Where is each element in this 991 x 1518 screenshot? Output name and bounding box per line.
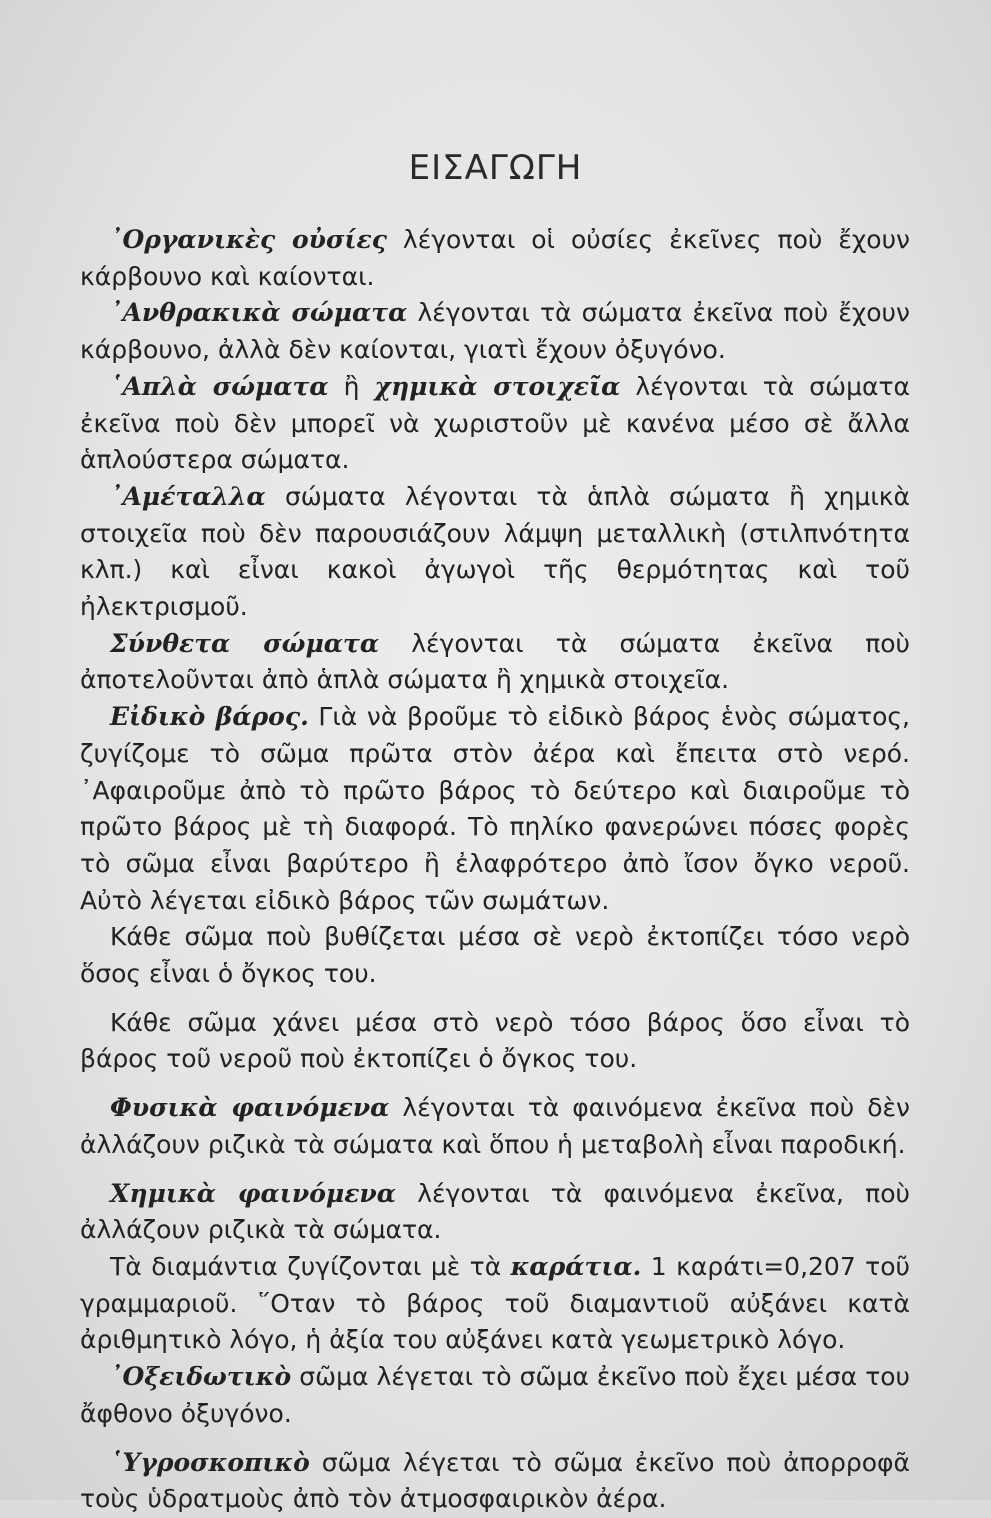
paragraph-text: 1 καράτι=0,207 τοῦ γραμμαριοῦ. ῞Οταν τὸ βάρος τοῦ διαμαντιοῦ αὐξάνει κατὰ ἀριθμητικὸ λόγο, ἡ ἀξία του αὐξάνει κατὰ γεωμετρικὸ λόγο. bbox=[80, 1251, 910, 1355]
term-simple-bodies: ῾Απλὰ σώματα bbox=[110, 371, 329, 401]
paragraph-compounds bbox=[80, 626, 910, 699]
term-chemical-elements: χημικὰ στοιχεῖα bbox=[374, 371, 621, 401]
page-body bbox=[80, 222, 910, 1518]
paragraph-physical-phenomena bbox=[80, 1090, 910, 1163]
paragraph-specific-weight bbox=[80, 699, 910, 919]
term-hygroscopic: ῾Υγροσκοπικὸ bbox=[110, 1447, 310, 1477]
term-carats: καράτια. bbox=[510, 1251, 642, 1281]
paragraph-text: Κάθε σῶμα χάνει μέσα στὸ νερὸ τόσο βάρος ὅσο εἶναι τὸ βάρος τοῦ νεροῦ ποὺ ἐκτοπίζει ὁ ὄγκος του. bbox=[80, 1007, 910, 1074]
paragraph-text: Γιὰ νὰ βροῦμε τὸ εἰδικὸ βάρος ἑνὸς σώματος, ζυγίζομε τὸ σῶμα πρῶτα στὸν ἀέρα καὶ ἔπειτα στὸ νερό. ᾿Αφαιροῦμε ἀπὸ τὸ πρῶτο βάρος τὸ δεύτερο καὶ διαιροῦμε τὸ πρῶτο βάρος μὲ τὴ διαφορά. Τὸ πηλίκο φανερώνει πόσες φορὲς τὸ σῶμα εἶναι βαρύτερο ἢ ἐλαφρότερο ἀπὸ ἴσον ὄγκο νεροῦ. Αὐτὸ λέγεται εἰδικὸ βάρος τῶν σωμάτων. bbox=[80, 702, 910, 915]
page-title: ΕΙΣΑΓΩΓΗ bbox=[408, 148, 583, 188]
paragraph-organic bbox=[80, 222, 910, 295]
term-physical-phenomena: Φυσικὰ φαινόμενα bbox=[110, 1093, 390, 1123]
paragraph-text: Κάθε σῶμα ποὺ βυθίζεται μέσα σὲ νερὸ ἐκτοπίζει τόσο νερὸ ὅσος εἶναι ὁ ὄγκος του. bbox=[80, 922, 910, 989]
paragraph-nonmetals bbox=[80, 479, 910, 626]
paragraph-text: Τὰ διαμάντια ζυγίζονται μὲ τὰ bbox=[110, 1251, 511, 1281]
paragraph-chemical-phenomena bbox=[80, 1176, 910, 1249]
paragraph-text: σῶμα λέγεται τὸ σῶμα ἐκεῖνο ποὺ ἀπορροφᾶ τοὺς ὑδρατμοὺς ἀπὸ τὸν ἀτμοσφαιρικὸν ἀέρα. bbox=[80, 1447, 910, 1514]
paragraph-text: λέγονται τὰ φαινόμενα ἐκεῖνα, ποὺ ἀλλάζουν ριζικὰ τὰ σώματα. bbox=[80, 1178, 910, 1245]
paragraph-connector: ἢ bbox=[328, 371, 375, 401]
term-nonmetals: ᾿Αμέταλλα bbox=[110, 481, 266, 511]
term-compounds: Σύνθετα σώματα bbox=[110, 628, 380, 658]
paragraph-text: λέγονται τὰ σώματα ἐκεῖνα ποὺ ἀποτελοῦνται ἀπὸ ἁπλὰ σώματα ἢ χημικὰ στοιχεῖα. bbox=[80, 628, 911, 695]
paragraph-text: σώματα λέγονται τὰ ἁπλὰ σώματα ἢ χημικὰ στοιχεῖα ποὺ δὲν παρουσιάζουν λάμψη μεταλλικὴ (στιλπνότητα κλπ.) καὶ εἶναι κακοὶ ἀγωγοὶ τῆς θερμότητας καὶ τοῦ ἠλεκτρισμοῦ. bbox=[80, 481, 910, 622]
paragraph-text: λέγονται οἱ οὐσίες ἐκεῖνες ποὺ ἔχουν κάρβουνο καὶ καίονται. bbox=[80, 225, 911, 291]
term-carbonaceous: ᾿Ανθρακικὰ σώματα bbox=[110, 298, 408, 328]
paragraph-text: λέγονται τὰ σώματα ἐκεῖνα ποὺ δὲν μπορεῖ νὰ χωριστοῦν μὲ κανένα μέσο σὲ ἄλλα ἁπλούστερα σώματα. bbox=[80, 371, 911, 475]
term-chemical-phenomena: Χημικὰ φαινόμενα bbox=[110, 1178, 396, 1208]
paragraph-displacement bbox=[80, 919, 910, 992]
paragraph-text: λέγονται τὰ σώματα ἐκεῖνα ποὺ ἔχουν κάρβουνο, ἀλλὰ δὲν καίονται, γιατὶ ἔχουν ὀξυγόνο. bbox=[80, 298, 910, 365]
paragraph-diamonds bbox=[80, 1249, 910, 1359]
paragraph-hygroscopic bbox=[80, 1445, 910, 1518]
paragraph-text: λέγονται τὰ φαινόμενα ἐκεῖνα ποὺ δὲν ἀλλάζουν ριζικὰ τὰ σώματα καὶ ὅπου ἡ μεταβολὴ εἶναι παροδική. bbox=[80, 1093, 911, 1159]
term-specific-weight: Εἰδικὸ βάρος. bbox=[110, 702, 309, 732]
paragraph-buoyancy bbox=[80, 1005, 910, 1078]
paragraph-carbonaceous bbox=[80, 295, 910, 368]
term-organic: ᾿Οργανικὲς οὐσίες bbox=[110, 225, 387, 254]
paragraph-oxidizing bbox=[80, 1359, 910, 1432]
term-oxidizing: ᾿Οξειδωτικὸ bbox=[110, 1362, 292, 1392]
paragraph-simple-bodies bbox=[80, 369, 910, 479]
paragraph-text: σῶμα λέγεται τὸ σῶμα ἐκεῖνο ποὺ ἔχει μέσα του ἄφθονο ὀξυγόνο. bbox=[80, 1362, 910, 1428]
